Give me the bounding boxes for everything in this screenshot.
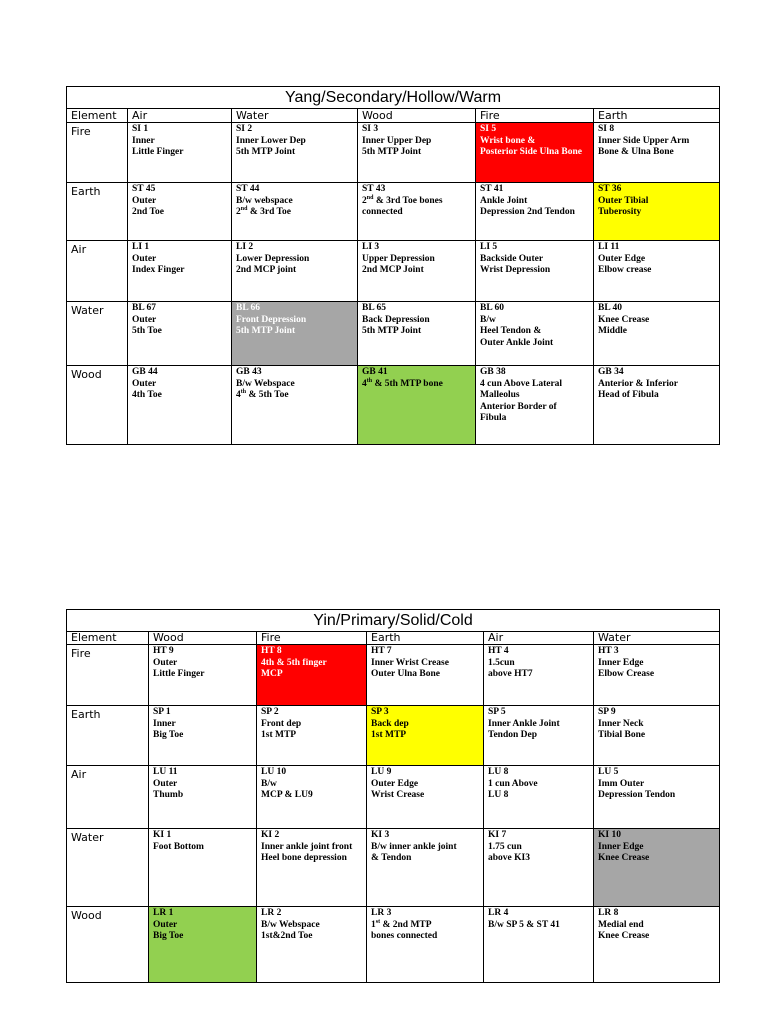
point-description: Index Finger — [132, 265, 185, 275]
yin-header-earth: Earth — [367, 632, 484, 645]
yang-point-cell — [358, 183, 476, 241]
yang-point-cell — [594, 183, 720, 241]
yang-table-body — [67, 87, 720, 445]
yin-point-cell — [367, 706, 484, 766]
point-description: 4th Toe — [132, 390, 162, 400]
yin-row-wood — [67, 907, 720, 983]
yang-row-wood — [67, 366, 720, 445]
point-description: 5th Toe — [132, 326, 162, 336]
point-description: Heel bone depression — [261, 853, 347, 863]
point-code: LR 2 — [261, 908, 282, 918]
point-description: Outer — [153, 778, 178, 789]
point-code: LR 1 — [153, 908, 174, 918]
point-description: connected — [362, 207, 403, 217]
yin-point-cell — [257, 907, 367, 983]
point-description: Outer Tibial — [598, 195, 649, 206]
point-description: 2nd MCP Joint — [362, 265, 424, 275]
yin-point-cell — [367, 645, 484, 706]
yang-point-cell — [128, 302, 232, 366]
point-code: SP 9 — [598, 707, 616, 717]
point-description: 1st MTP — [371, 730, 407, 740]
point-description: B/w Webspace — [261, 919, 320, 930]
point-description: Back Depression — [362, 314, 430, 325]
yang-element-label: Wood — [67, 366, 128, 445]
point-code: SP 2 — [261, 707, 279, 717]
yang-header-fire: Fire — [476, 109, 594, 123]
point-description: Little Finger — [153, 669, 205, 679]
point-description: B/w inner ankle joint — [371, 841, 457, 852]
point-code: ST 44 — [236, 184, 260, 194]
yin-point-cell — [367, 907, 484, 983]
point-code: LR 8 — [598, 908, 619, 918]
yang-point-cell — [232, 123, 358, 183]
point-code: SI 3 — [362, 124, 379, 134]
yin-row-fire — [67, 645, 720, 706]
yin-row-air — [67, 766, 720, 829]
point-description: 5th MTP Joint — [236, 326, 296, 336]
yang-point-cell — [128, 183, 232, 241]
point-code: BL 40 — [598, 303, 623, 313]
yin-point-cell — [484, 907, 594, 983]
point-description: 4th & 5th MTP bone — [362, 377, 443, 389]
point-description: Anterior Border of — [480, 401, 557, 412]
point-code: GB 44 — [132, 367, 158, 377]
point-description: Inner Lower Dep — [236, 135, 306, 146]
point-description: MCP — [261, 669, 283, 679]
point-code: ST 41 — [480, 184, 504, 194]
yin-row-earth — [67, 706, 720, 766]
yin-header-air: Air — [484, 632, 594, 645]
point-code: GB 34 — [598, 367, 624, 377]
point-description: Depression Tendon — [598, 790, 676, 800]
point-description: Outer — [132, 314, 157, 325]
point-code: HT 7 — [371, 646, 392, 656]
yang-point-cell — [594, 241, 720, 302]
point-description: Elbow crease — [598, 265, 652, 275]
point-description: Tuberosity — [598, 207, 642, 217]
point-description: Inner ankle joint front — [261, 841, 353, 852]
yin-point-cell — [257, 706, 367, 766]
point-description: B/w — [480, 314, 496, 325]
point-description: Outer — [132, 253, 157, 264]
point-description: Wrist bone & — [480, 135, 536, 146]
yin-table-body — [67, 610, 720, 983]
yang-point-cell — [476, 366, 594, 445]
point-description: Inner Edge — [598, 657, 644, 668]
yin-point-cell — [484, 645, 594, 706]
yang-point-cell — [594, 302, 720, 366]
yin-table-title: Yin/Primary/Solid/Cold — [67, 610, 720, 632]
point-description: 4th & 5th finger — [261, 657, 327, 668]
yin-point-cell — [594, 766, 720, 829]
point-code: GB 41 — [362, 367, 388, 377]
point-code: GB 38 — [480, 367, 506, 377]
point-description: Inner Wrist Crease — [371, 657, 449, 668]
yang-point-cell — [358, 302, 476, 366]
point-description: Elbow Crease — [598, 669, 655, 679]
yang-point-cell — [476, 183, 594, 241]
point-code: GB 43 — [236, 367, 262, 377]
yin-element-label: Earth — [67, 706, 149, 766]
point-description: Outer — [132, 378, 157, 389]
point-code: BL 67 — [132, 303, 157, 313]
point-description: Lower Depression — [236, 253, 310, 264]
point-code: HT 9 — [153, 646, 174, 656]
point-code: HT 8 — [261, 646, 282, 656]
point-code: KI 2 — [261, 830, 280, 840]
yin-point-cell — [484, 829, 594, 907]
point-code: LI 3 — [362, 242, 380, 252]
yang-row-earth — [67, 183, 720, 241]
yin-point-cell — [257, 645, 367, 706]
point-description: Tendon Dep — [488, 730, 538, 740]
point-code: KI 3 — [371, 830, 390, 840]
point-code: LI 2 — [236, 242, 254, 252]
point-description: B/w Webspace — [236, 378, 295, 389]
point-code: KI 7 — [488, 830, 507, 840]
point-description: LU 8 — [488, 790, 509, 800]
point-description: Wrist Depression — [480, 265, 551, 275]
yin-point-cell — [484, 766, 594, 829]
yang-header-water: Water — [232, 109, 358, 123]
yang-point-cell — [358, 241, 476, 302]
point-description: Outer — [153, 919, 178, 930]
point-description: Ankle Joint — [480, 195, 528, 206]
point-description: Anterior & Inferior — [598, 378, 679, 389]
point-description: & Tendon — [371, 853, 412, 863]
point-description: Bone & Ulna Bone — [598, 147, 674, 157]
yin-point-cell — [257, 829, 367, 907]
point-description: Thumb — [153, 790, 184, 800]
point-code: HT 4 — [488, 646, 509, 656]
point-description: Heel Tendon & — [480, 326, 542, 336]
point-code: ST 45 — [132, 184, 156, 194]
point-description: 4 cun Above Lateral — [480, 378, 563, 389]
point-description: Inner Upper Dep — [362, 135, 432, 146]
yin-point-cell — [484, 706, 594, 766]
point-description: Knee Crease — [598, 853, 650, 863]
yin-point-cell — [149, 706, 257, 766]
yang-point-cell — [358, 123, 476, 183]
yang-element-label: Earth — [67, 183, 128, 241]
point-code: ST 43 — [362, 184, 386, 194]
yang-table-title: Yang/Secondary/Hollow/Warm — [67, 87, 720, 109]
yin-header-element: Element — [67, 632, 149, 645]
point-code: BL 65 — [362, 303, 387, 313]
point-description: 2nd & 3rd Toe bones — [362, 194, 443, 206]
point-code: KI 10 — [598, 830, 621, 840]
point-description: Back dep — [371, 718, 409, 729]
point-description: bones connected — [371, 931, 438, 941]
yin-element-label: Fire — [67, 645, 149, 706]
yin-row-water — [67, 829, 720, 907]
yang-point-cell — [476, 302, 594, 366]
point-description: 2nd Toe — [132, 207, 164, 217]
point-code: SI 1 — [132, 124, 149, 134]
point-description: Foot Bottom — [153, 841, 204, 852]
point-code: SI 8 — [598, 124, 615, 134]
point-code: BL 60 — [480, 303, 505, 313]
point-description: Inner — [153, 718, 176, 729]
yang-header-air: Air — [128, 109, 232, 123]
point-description: Inner Neck — [598, 718, 644, 729]
point-description: B/w SP 5 & ST 41 — [488, 919, 560, 930]
point-description: Inner — [132, 135, 155, 146]
point-code: LI 5 — [480, 242, 498, 252]
yin-point-cell — [594, 829, 720, 907]
point-description: Imm Outer — [598, 778, 645, 789]
yang-point-cell — [594, 123, 720, 183]
yang-table — [66, 86, 720, 445]
point-description: Fibula — [480, 413, 507, 423]
yin-point-cell — [257, 766, 367, 829]
yin-point-cell — [367, 766, 484, 829]
yang-point-cell — [232, 241, 358, 302]
point-description: 4th & 5th Toe — [236, 388, 289, 400]
point-description: Wrist Crease — [371, 790, 425, 800]
yang-header-element: Element — [67, 109, 128, 123]
yang-header-earth: Earth — [594, 109, 720, 123]
point-description: 5th MTP Joint — [362, 326, 422, 336]
point-description: Outer Edge — [371, 778, 419, 789]
point-description: Inner Edge — [598, 841, 644, 852]
yang-point-cell — [128, 366, 232, 445]
point-description: above HT7 — [488, 669, 533, 679]
yang-row-water — [67, 302, 720, 366]
point-description: 2nd MCP joint — [236, 265, 297, 275]
point-description: Front Depression — [236, 314, 307, 325]
yin-point-cell — [149, 907, 257, 983]
yang-point-cell — [128, 123, 232, 183]
yin-point-cell — [594, 645, 720, 706]
point-code: SI 2 — [236, 124, 253, 134]
point-description: Knee Crease — [598, 931, 650, 941]
point-description: B/w — [261, 778, 277, 789]
point-description: 5th MTP Joint — [362, 147, 422, 157]
point-description: Outer — [153, 657, 178, 668]
yin-point-cell — [149, 766, 257, 829]
yang-element-label: Air — [67, 241, 128, 302]
point-description: 1st & 2nd MTP — [371, 918, 432, 930]
point-code: SP 3 — [371, 707, 389, 717]
point-description: 1st&2nd Toe — [261, 931, 313, 941]
point-description: 1st MTP — [261, 730, 297, 740]
point-code: SP 1 — [153, 707, 171, 717]
yin-element-label: Water — [67, 829, 149, 907]
yang-point-cell — [476, 123, 594, 183]
yang-header-row — [67, 109, 720, 123]
point-description: Posterior Side Ulna Bone — [480, 147, 582, 157]
yang-element-label: Water — [67, 302, 128, 366]
point-description: Little Finger — [132, 147, 184, 157]
point-description: Outer — [132, 195, 157, 206]
point-code: HT 3 — [598, 646, 619, 656]
point-description: Inner Ankle Joint — [488, 718, 560, 729]
yang-point-cell — [476, 241, 594, 302]
point-description: B/w webspace — [236, 195, 293, 206]
point-description: Outer Ankle Joint — [480, 337, 554, 348]
point-description: Middle — [598, 326, 628, 336]
point-description: Medial end — [598, 919, 644, 930]
yin-point-cell — [149, 645, 257, 706]
yang-row-air — [67, 241, 720, 302]
point-description: Malleolus — [480, 390, 520, 400]
point-description: 5th MTP Joint — [236, 147, 296, 157]
point-code: LI 1 — [132, 242, 150, 252]
yang-point-cell — [232, 302, 358, 366]
point-code: LU 8 — [488, 767, 509, 777]
point-code: ST 36 — [598, 184, 622, 194]
point-description: 1 cun Above — [488, 778, 538, 789]
yin-element-label: Air — [67, 766, 149, 829]
yin-point-cell — [367, 829, 484, 907]
point-code: BL 66 — [236, 303, 261, 313]
yin-element-label: Wood — [67, 907, 149, 983]
point-code: LR 3 — [371, 908, 392, 918]
yin-header-row — [67, 632, 720, 645]
point-description: Depression 2nd Tendon — [480, 207, 575, 217]
point-description: Big Toe — [153, 931, 184, 941]
point-code: LU 11 — [153, 767, 178, 777]
yang-point-cell — [358, 366, 476, 445]
yang-point-cell — [594, 366, 720, 445]
point-description: Upper Depression — [362, 253, 435, 264]
point-description: Front dep — [261, 718, 302, 729]
point-description: Inner Side Upper Arm — [598, 135, 690, 146]
yin-header-fire: Fire — [257, 632, 367, 645]
yang-element-label: Fire — [67, 123, 128, 183]
yin-table — [66, 609, 720, 983]
point-description: Head of Fibula — [598, 390, 659, 400]
point-code: LR 4 — [488, 908, 509, 918]
point-description: 2nd & 3rd Toe — [236, 205, 291, 217]
point-code: SI 5 — [480, 124, 497, 134]
yin-header-wood: Wood — [149, 632, 257, 645]
point-description: 1.5cun — [488, 657, 515, 668]
point-code: LU 5 — [598, 767, 619, 777]
point-code: LU 10 — [261, 767, 287, 777]
point-description: Big Toe — [153, 730, 184, 740]
yang-point-cell — [128, 241, 232, 302]
yang-header-wood: Wood — [358, 109, 476, 123]
yin-point-cell — [594, 706, 720, 766]
point-code: LI 11 — [598, 242, 620, 252]
yin-point-cell — [149, 829, 257, 907]
point-description: above KI3 — [488, 853, 530, 863]
yin-header-water: Water — [594, 632, 720, 645]
point-code: LU 9 — [371, 767, 392, 777]
point-code: SP 5 — [488, 707, 506, 717]
yang-point-cell — [232, 366, 358, 445]
yang-row-fire — [67, 123, 720, 183]
point-code: KI 1 — [153, 830, 172, 840]
yin-point-cell — [594, 907, 720, 983]
point-description: Outer Edge — [598, 253, 646, 264]
yang-point-cell — [232, 183, 358, 241]
point-description: MCP & LU9 — [261, 790, 313, 800]
point-description: Knee Crease — [598, 314, 650, 325]
point-description: Tibial Bone — [598, 730, 646, 740]
point-description: 1.75 cun — [488, 841, 522, 852]
point-description: Outer Ulna Bone — [371, 669, 440, 679]
point-description: Backside Outer — [480, 253, 544, 264]
